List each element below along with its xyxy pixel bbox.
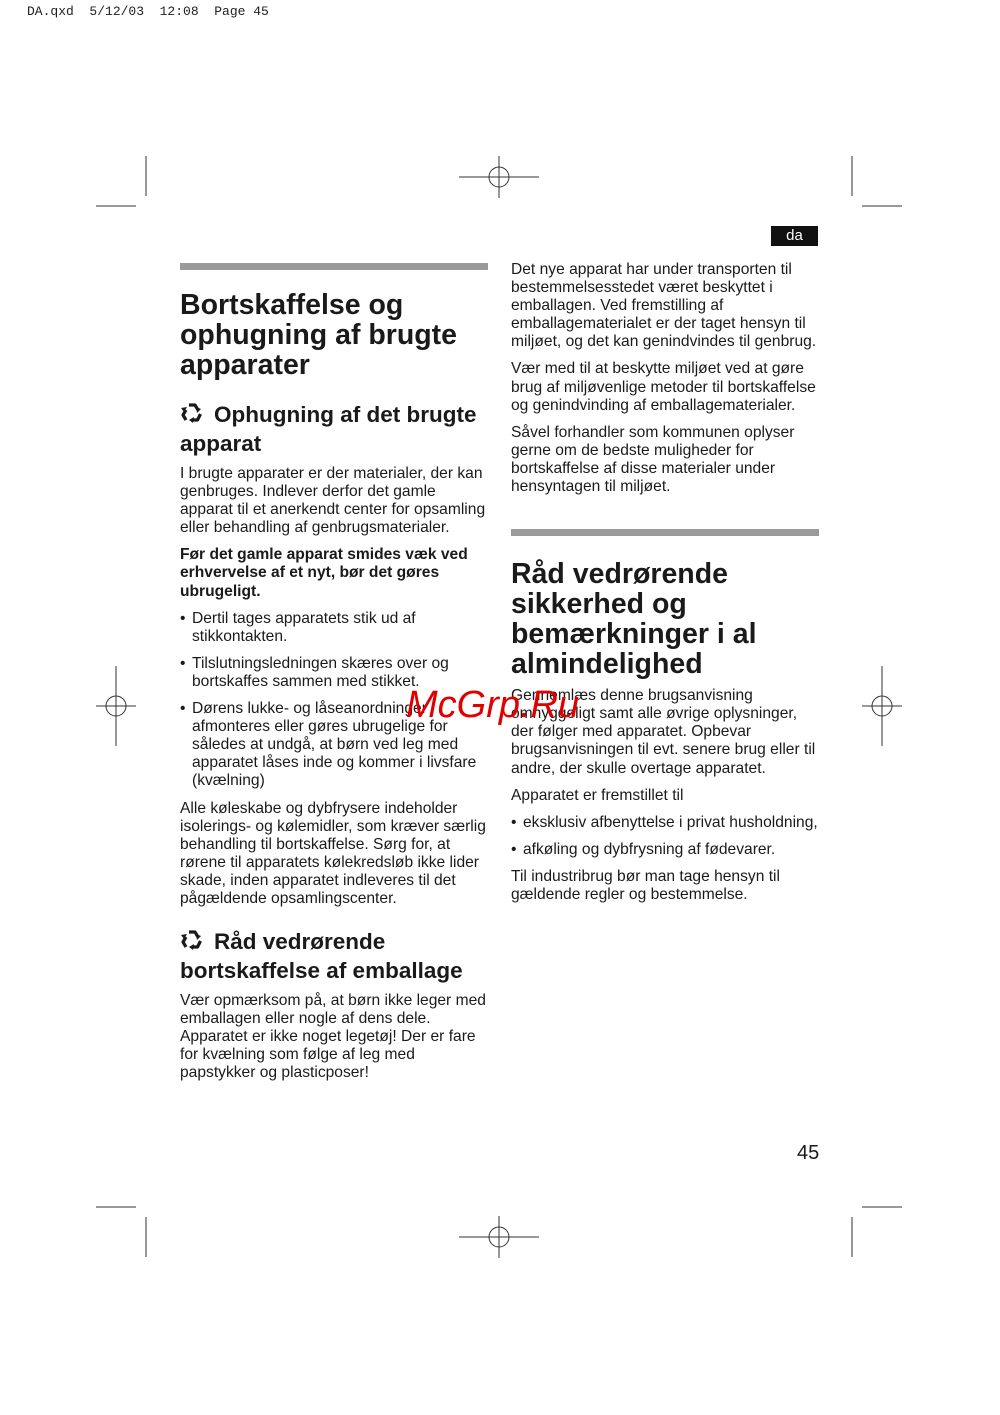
recycle-icon xyxy=(180,929,204,951)
intended-use-list xyxy=(511,814,819,859)
list-item: • Dertil tages apparatets stik ud af stikkontakten. xyxy=(180,610,488,646)
page-title: Bortskaffelse og ophugning af brugte apparater xyxy=(180,289,458,381)
left-column xyxy=(180,263,488,1083)
section-rule xyxy=(511,529,819,536)
section-rule xyxy=(180,263,488,270)
list-item: • Dørens lukke- og låseanordninger afmonteres eller gøres ubrugelige for således at undgå, at børn ved leg med apparatet låses inde og kommer i livsfare (kvælning) xyxy=(180,700,488,790)
refrigerant-paragraph: Alle køleskabe og dybfrysere indeholder isolerings- og kølemidler, som kræver særlig behandling til bortskaffelse. Sørg for, at rørene til apparatets kølekredsløb ikke lider skade, inden apparatet indleveres til det pågældende opsamlingscenter. xyxy=(180,799,486,907)
intended-use-paragraph: Apparatet er fremstillet til xyxy=(511,786,684,804)
list-item: • afkøling og dybfrysning af fødevarer. xyxy=(511,841,819,859)
watermark: McGrp.Ru xyxy=(406,684,580,726)
recycling-warning: Før det gamle apparat smides væk ved erhvervelse af et nyt, bør det gøres ubrugeligt. xyxy=(180,546,468,600)
instructions-paragraph: Gennemlæs denne brugsanvisning omhyggeligt samt alle øvrige oplysninger, der følger med apparatet. Opbevar brugsanvisningen til evt. senere brug eller til andre, der skulle overtage apparatet. xyxy=(511,687,816,777)
section-heading-packaging: Råd vedrørende bortskaffelse af emballage xyxy=(180,929,463,984)
list-item: • eksklusiv afbenyttelse i privat husholdning, xyxy=(511,814,819,832)
right-column xyxy=(511,261,819,904)
environment-paragraph: Vær med til at beskytte miljøet ved at gøre brug af miljøvenlige metoder til bortskaffelse og genindvinding af emballagematerialer. xyxy=(511,360,816,414)
file-slug: DA.qxd 5/12/03 12:08 Page 45 xyxy=(27,4,269,19)
page-number: 45 xyxy=(797,1142,820,1164)
industrial-use-paragraph: Til industribrug bør man tage hensyn til gældende regler og bestemmelse. xyxy=(511,867,780,903)
recycle-icon xyxy=(180,402,204,424)
section-heading-recycling: Ophugning af det brugte apparat xyxy=(180,402,477,456)
list-item: • Tilslutningsledningen skæres over og bortskaffes sammen med stikket. xyxy=(180,655,488,691)
recycling-paragraph: I brugte apparater er der materialer, der kan genbruges. Indlever derfor det gamle apparat til et anerkendt center for opsamling eller behandling af genbrugsmaterialer. xyxy=(180,465,486,537)
language-badge: da xyxy=(771,226,818,246)
safety-title: Råd vedrørende sikkerhed og bemærkninger i al almindelighed xyxy=(511,558,757,681)
transport-paragraph: Det nye apparat har under transporten til bestemmelsesstedet været beskyttet i emballagen. Ved fremstilling af emballagematerialet er der taget hensyn til miljøet, og det kan genindvindes til genbrug. xyxy=(511,261,817,351)
packaging-paragraph: Vær opmærksom på, at børn ikke leger med emballagen eller nogle af dens dele. Apparatet er ikke noget legetøj! Der er fare for kvælning som følge af leg med papstykker og plasticposer! xyxy=(180,992,486,1082)
dealer-paragraph: Såvel forhandler som kommunen oplyser gerne om de bedste muligheder for bortskaffelse af disse materialer under hensyntagen til miljøet. xyxy=(511,423,795,496)
